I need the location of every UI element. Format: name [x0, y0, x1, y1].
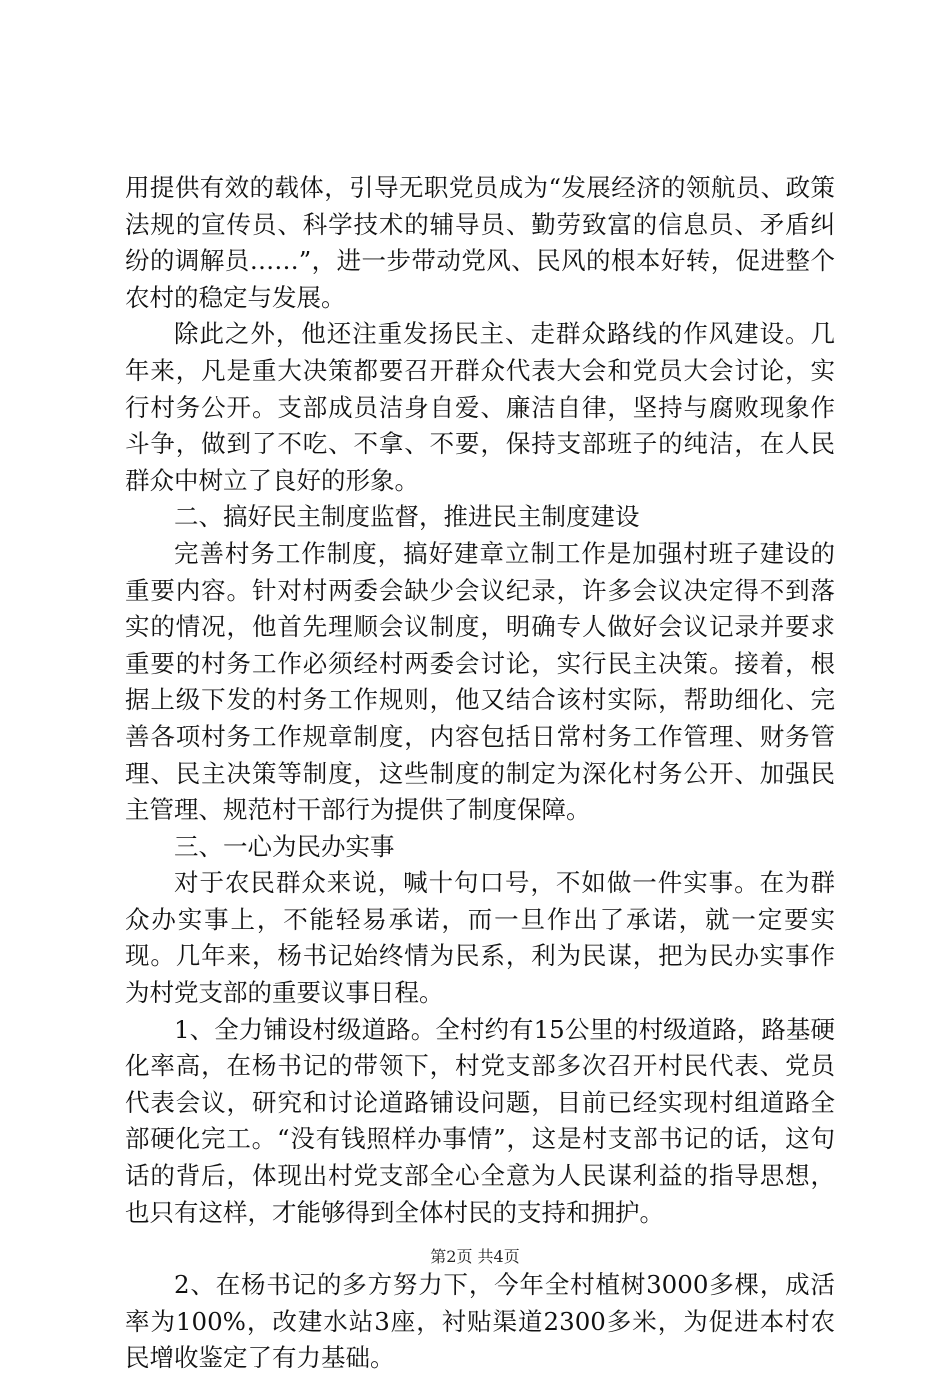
- section-heading-2: 二、搞好民主制度监督，推进民主制度建设: [174, 502, 640, 532]
- document-body: [125, 170, 835, 1377]
- section-heading-3: 三、一心为民办实事: [174, 831, 395, 861]
- page-footer: 第2页 共4页: [430, 1247, 520, 1266]
- paragraph-practical-work: 对于农民群众来说，喊十句口号，不如做一件实事。在为群众办实事上，不能轻易承诺，而一旦作出了承诺，就一定要实现。几年来，杨书记始终情为民系，利为民谋，把为民办实事作为村党支部的重要议事日程。: [125, 868, 835, 1008]
- paragraph-continuation: 用提供有效的载体，引导无职党员成为“发展经济的领航员、政策法规的宣传员、科学技术的辅导员、勤劳致富的信息员、矛盾纠纷的调解员……”，进一步带动党风、民风的根本好转，促进整个农村的稳定与发展。: [125, 173, 835, 312]
- paragraph-democracy-style: 除此之外，他还注重发扬民主、走群众路线的作风建设。几年来，凡是重大决策都要召开群众代表大会和党员大会讨论，实行村务公开。支部成员洁身自爱、廉洁自律，坚持与腐败现象作斗争，做到了不吃、不拿、不要，保持支部班子的纯洁，在人民群众中树立了良好的形象。: [125, 319, 835, 495]
- paragraph-tree-planting: 2、在杨书记的多方努力下，今年全村植树3000多棵，成活率为100%，改建水站3座，衬贴渠道2300多米，为促进本村农民增收鉴定了有力基础。: [125, 1270, 835, 1373]
- paragraph-rules-system: 完善村务工作制度，搞好建章立制工作是加强村班子建设的重要内容。针对村两委会缺少会议纪录，许多会议决定得不到落实的情况，他首先理顺会议制度，明确专人做好会议记录并要求重要的村务工作必须经村两委会讨论，实行民主决策。接着，根据上级下发的村务工作规则，他又结合该村实际，帮助细化、完善各项村务工作规章制度，内容包括日常村务工作管理、财务管理、民主决策等制度，这些制度的制定为深化村务公开、加强民主管理、规范村干部行为提供了制度保障。: [125, 538, 835, 825]
- paragraph-road-building: 1、全力铺设村级道路。全村约有15公里的村级道路，路基硬化率高，在杨书记的带领下，村党支部多次召开村民代表、党员代表会议，研究和讨论道路铺设问题，目前已经实现村组道路全部硬化完工。“没有钱照样办事情”，这是村支部书记的话，这句话的背后，体现出村党支部全心全意为人民谋利益的指导思想，也只有这样，才能够得到全体村民的支持和拥护。: [125, 1014, 835, 1227]
